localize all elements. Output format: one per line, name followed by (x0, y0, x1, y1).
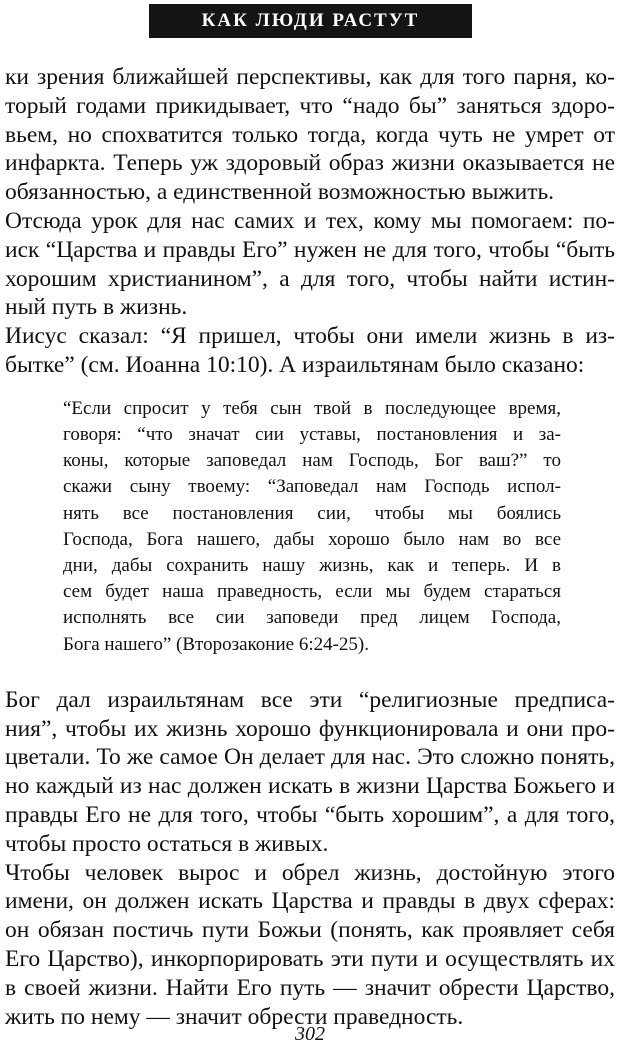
text-line: жить по нему — значит обрести праведность. (5, 1003, 464, 1030)
text-line: Его Царство), инкорпорировать эти пути и осуществлять их (5, 945, 615, 972)
text-line: он обязан постичь пути Божьи (понять, как проявляет себя (5, 917, 615, 944)
text-line: Иисус сказал: “Я пришел, чтобы они имели жизнь в из- (5, 323, 615, 350)
text-line: ки зрения ближайшей перспективы, как для того парня, ко- (5, 64, 615, 90)
paragraph (5, 63, 615, 207)
text-line: иск “Царства и правды Его” нужен не для того, чтобы “быть (5, 236, 615, 263)
text-line: нять все постановления сии, чтобы мы боялись (63, 502, 561, 524)
text-line: сем будет наша праведность, если мы будем стараться (63, 581, 561, 603)
text-line: исполнять все сии заповеди пред лицем Господа, (63, 607, 561, 629)
text-block-after-quote (5, 686, 615, 1032)
text-line: торый годами прикидывает, что “надо бы” заняться здоро- (5, 92, 615, 119)
paragraph (5, 322, 615, 380)
page-body (5, 63, 615, 1031)
text-line: скажи сыну твоему: “Заповедал нам Господь испол- (63, 476, 561, 498)
text-line: чтобы просто остаться в живых. (5, 830, 329, 857)
text-line: Отсюда урок для нас самих и тех, кому мы помогаем: по- (5, 207, 615, 234)
text-line: говоря: “что значат сии уставы, постановления и за- (63, 423, 561, 445)
text-line: Чтобы человек вырос и обрел жизнь, достойную этого (5, 859, 615, 886)
text-line: дни, дабы сохранить нашу жизнь, как и теперь. И в (63, 554, 561, 576)
text-line: бытке” (см. Иоанна 10:10). А израильтянам было сказано: (5, 351, 585, 378)
running-header-title: КАК ЛЮДИ РАСТУТ (201, 10, 420, 31)
paragraph (5, 686, 615, 859)
text-line: ния”, чтобы их жизнь хорошо функционировала и они про- (5, 715, 615, 742)
text-line: но каждый из нас должен искать в жизни Царства Божьего и (5, 773, 615, 800)
text-line: Бог дал израильтянам все эти “религиозные предписа- (5, 686, 615, 713)
text-line: в своей жизни. Найти Его путь — значит обрести Царство, (5, 974, 615, 1001)
paragraph (5, 207, 615, 322)
text-line: цветали. То же самое Он делает для нас. Это сложно понять, (5, 744, 615, 771)
paragraph (5, 859, 615, 1032)
text-line: коны, которые заповедал нам Господь, Бог ваш?” то (63, 450, 561, 472)
text-line: имени, он должен искать Царства и правды в двух сферах: (5, 888, 615, 915)
text-line: Бога нашего” (Второзаконие 6:24-25). (63, 633, 370, 655)
text-line: вьем, но спохватится только тогда, когда чуть не умрет от (5, 121, 615, 148)
text-line: ный путь в жизнь. (5, 294, 188, 321)
running-header (149, 4, 472, 38)
text-block-before-quote (5, 63, 615, 380)
text-line: “Если спросит у тебя сын твой в последующее время, (63, 397, 561, 419)
text-line: инфаркта. Теперь уж здоровый образ жизни оказывается не (5, 150, 615, 177)
page-number: 302 (295, 1023, 325, 1045)
text-line: обязанностью, а единственной возможностью выжить. (5, 179, 555, 206)
block-quote (63, 396, 561, 658)
text-line: правды Его не для того, чтобы “быть хорошим”, а для того, (5, 801, 615, 828)
text-line: Господа, Бога нашего, дабы хорошо было нам во все (63, 528, 561, 550)
text-line: хорошим христианином”, а для того, чтобы найти истин- (5, 265, 615, 292)
